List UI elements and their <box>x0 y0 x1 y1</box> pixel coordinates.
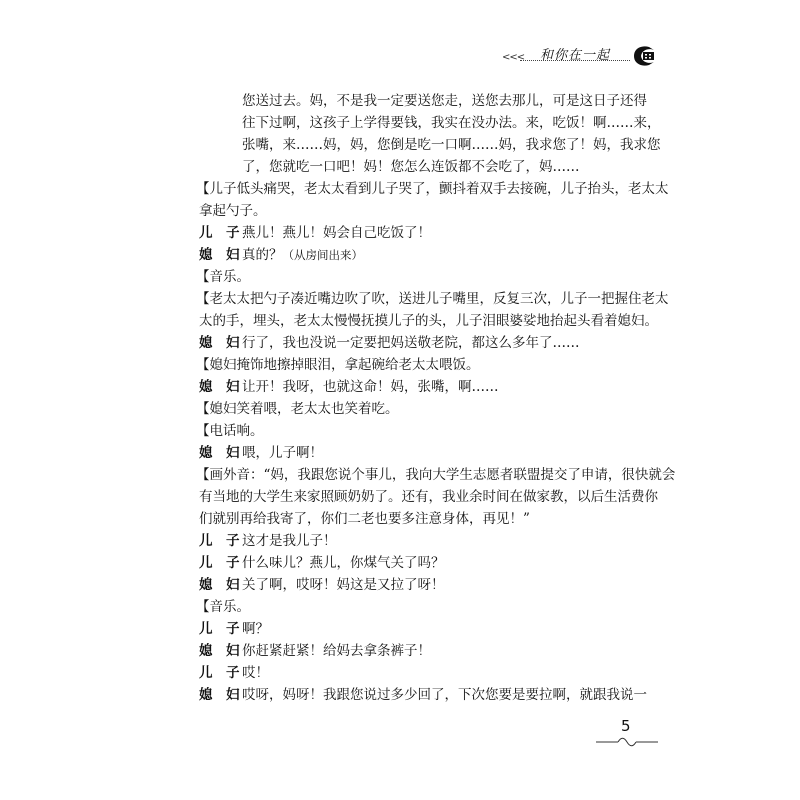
text-line <box>199 134 661 156</box>
dialogue-line <box>199 618 609 640</box>
line-text: 【媳妇笑着喂，老太太也笑着吃。 <box>196 401 399 417</box>
stage-direction-line <box>196 398 609 420</box>
line-text: 【媳妇掩饰地擦掉眼泪，拿起碗给老太太喂饭。 <box>196 357 480 373</box>
line-text: 关了啊，哎呀！妈这是又拉了呀！ <box>242 577 445 593</box>
text-line <box>199 310 658 332</box>
line-text: 【老太太把勺子凑近嘴边吹了吹，送进儿子嘴里，反复三次，儿子一把握住老太 <box>196 291 669 307</box>
line-text: 【儿子低头痛哭，老太太看到儿子哭了，颤抖着双手去接碗，儿子抬头，老太太 <box>196 181 669 197</box>
dialogue-line <box>199 640 609 662</box>
speaker-name: 儿 子 <box>199 533 240 549</box>
running-header <box>498 44 658 72</box>
dialogue-line <box>199 530 609 552</box>
line-text: 行了，我也没说一定要把妈送敬老院，都这么多年了…… <box>242 335 580 351</box>
stage-direction-line <box>196 288 669 310</box>
dialogue-line <box>199 662 609 684</box>
speaker-name: 儿 子 <box>199 665 240 681</box>
dialogue-line <box>199 552 609 574</box>
line-text: 哎！ <box>242 665 269 681</box>
text-line <box>199 112 661 134</box>
text-line <box>199 508 609 530</box>
line-text: 让开！我呀，也就这命！妈，张嘴，啊…… <box>242 379 499 395</box>
speaker-name: 媳 妇 <box>199 577 240 593</box>
page-number: 5 <box>621 717 631 735</box>
speaker-name: 媳 妇 <box>199 335 240 351</box>
script-body <box>196 90 676 706</box>
speaker-name: 媳 妇 <box>199 445 240 461</box>
dialogue-line <box>199 244 609 266</box>
speaker-name: 媳 妇 <box>199 643 240 659</box>
line-text: 【音乐。 <box>196 599 250 615</box>
text-line <box>199 486 658 508</box>
line-text: 拿起勺子。 <box>199 203 267 219</box>
text-line <box>199 200 609 222</box>
line-text: 太的手，埋头，老太太慢慢抚摸儿子的头，儿子泪眼婆娑地抬起头看着媳妇。 <box>199 313 658 329</box>
film-reel-icon <box>630 44 656 68</box>
speaker-name: 儿 子 <box>199 555 240 571</box>
stage-direction-line <box>196 354 609 376</box>
speaker-name: 儿 子 <box>199 621 240 637</box>
dialogue-line <box>199 376 609 398</box>
footer-ornament <box>596 736 658 748</box>
line-text: 【画外音：“妈，我跟您说个事儿，我向大学生志愿者联盟提交了申请，很快就会 <box>196 467 676 483</box>
speaker-name: 媳 妇 <box>199 379 240 395</box>
line-text: 了，您就吃一口吧！妈！您怎么连饭都不会吃了，妈…… <box>242 159 580 175</box>
dialogue-line <box>199 574 609 596</box>
stage-direction-line <box>196 420 609 442</box>
line-text: 往下过啊，这孩子上学得要钱，我实在没办法。来，吃饭！啊……来， <box>242 115 661 131</box>
header-chevrons: <<< <box>502 52 525 63</box>
dialogue-line <box>199 332 609 354</box>
text-line <box>199 90 647 112</box>
text-line <box>199 156 609 178</box>
line-text: 啊？ <box>242 621 269 637</box>
stage-direction-line <box>196 596 609 618</box>
line-text: 你赶紧赶紧！给妈去拿条裤子！ <box>242 643 431 659</box>
dialogue-line <box>199 684 647 706</box>
stage-direction-line <box>196 464 676 486</box>
dialogue-line <box>199 442 609 464</box>
line-text: 【电话响。 <box>196 423 264 439</box>
line-text: 【音乐。 <box>196 269 250 285</box>
stage-note: （从房间出来） <box>282 248 363 262</box>
header-title: 和你在一起 <box>540 48 611 63</box>
line-text: 什么味儿？燕儿，你煤气关了吗？ <box>242 555 445 571</box>
speaker-name: 媳 妇 <box>199 247 240 263</box>
line-text: 哎呀，妈呀！我跟您说过多少回了，下次您要是要拉啊，就跟我说一 <box>242 687 647 703</box>
stage-direction-line <box>196 266 609 288</box>
line-text: 喂，儿子啊！ <box>242 445 323 461</box>
stage-direction-line <box>196 178 669 200</box>
line-text: 们就别再给我寄了，你们二老也要多注意身体，再见！” <box>199 511 530 527</box>
line-text: 燕儿！燕儿！妈会自己吃饭了！ <box>242 225 431 241</box>
line-text: 这才是我儿子！ <box>242 533 337 549</box>
line-text: 有当地的大学生来家照顾奶奶了。还有，我业余时间在做家教，以后生活费你 <box>199 489 658 505</box>
line-text: 张嘴，来……妈，妈，您倒是吃一口啊……妈，我求您了！妈，我求您 <box>242 137 661 153</box>
line-text: 您送过去。妈，不是我一定要送您走，送您去那儿，可是这日子还得 <box>242 93 647 109</box>
line-text: 真的？ <box>242 247 283 263</box>
speaker-name: 媳 妇 <box>199 687 240 703</box>
speaker-name: 儿 子 <box>199 225 240 241</box>
dialogue-line <box>199 222 609 244</box>
